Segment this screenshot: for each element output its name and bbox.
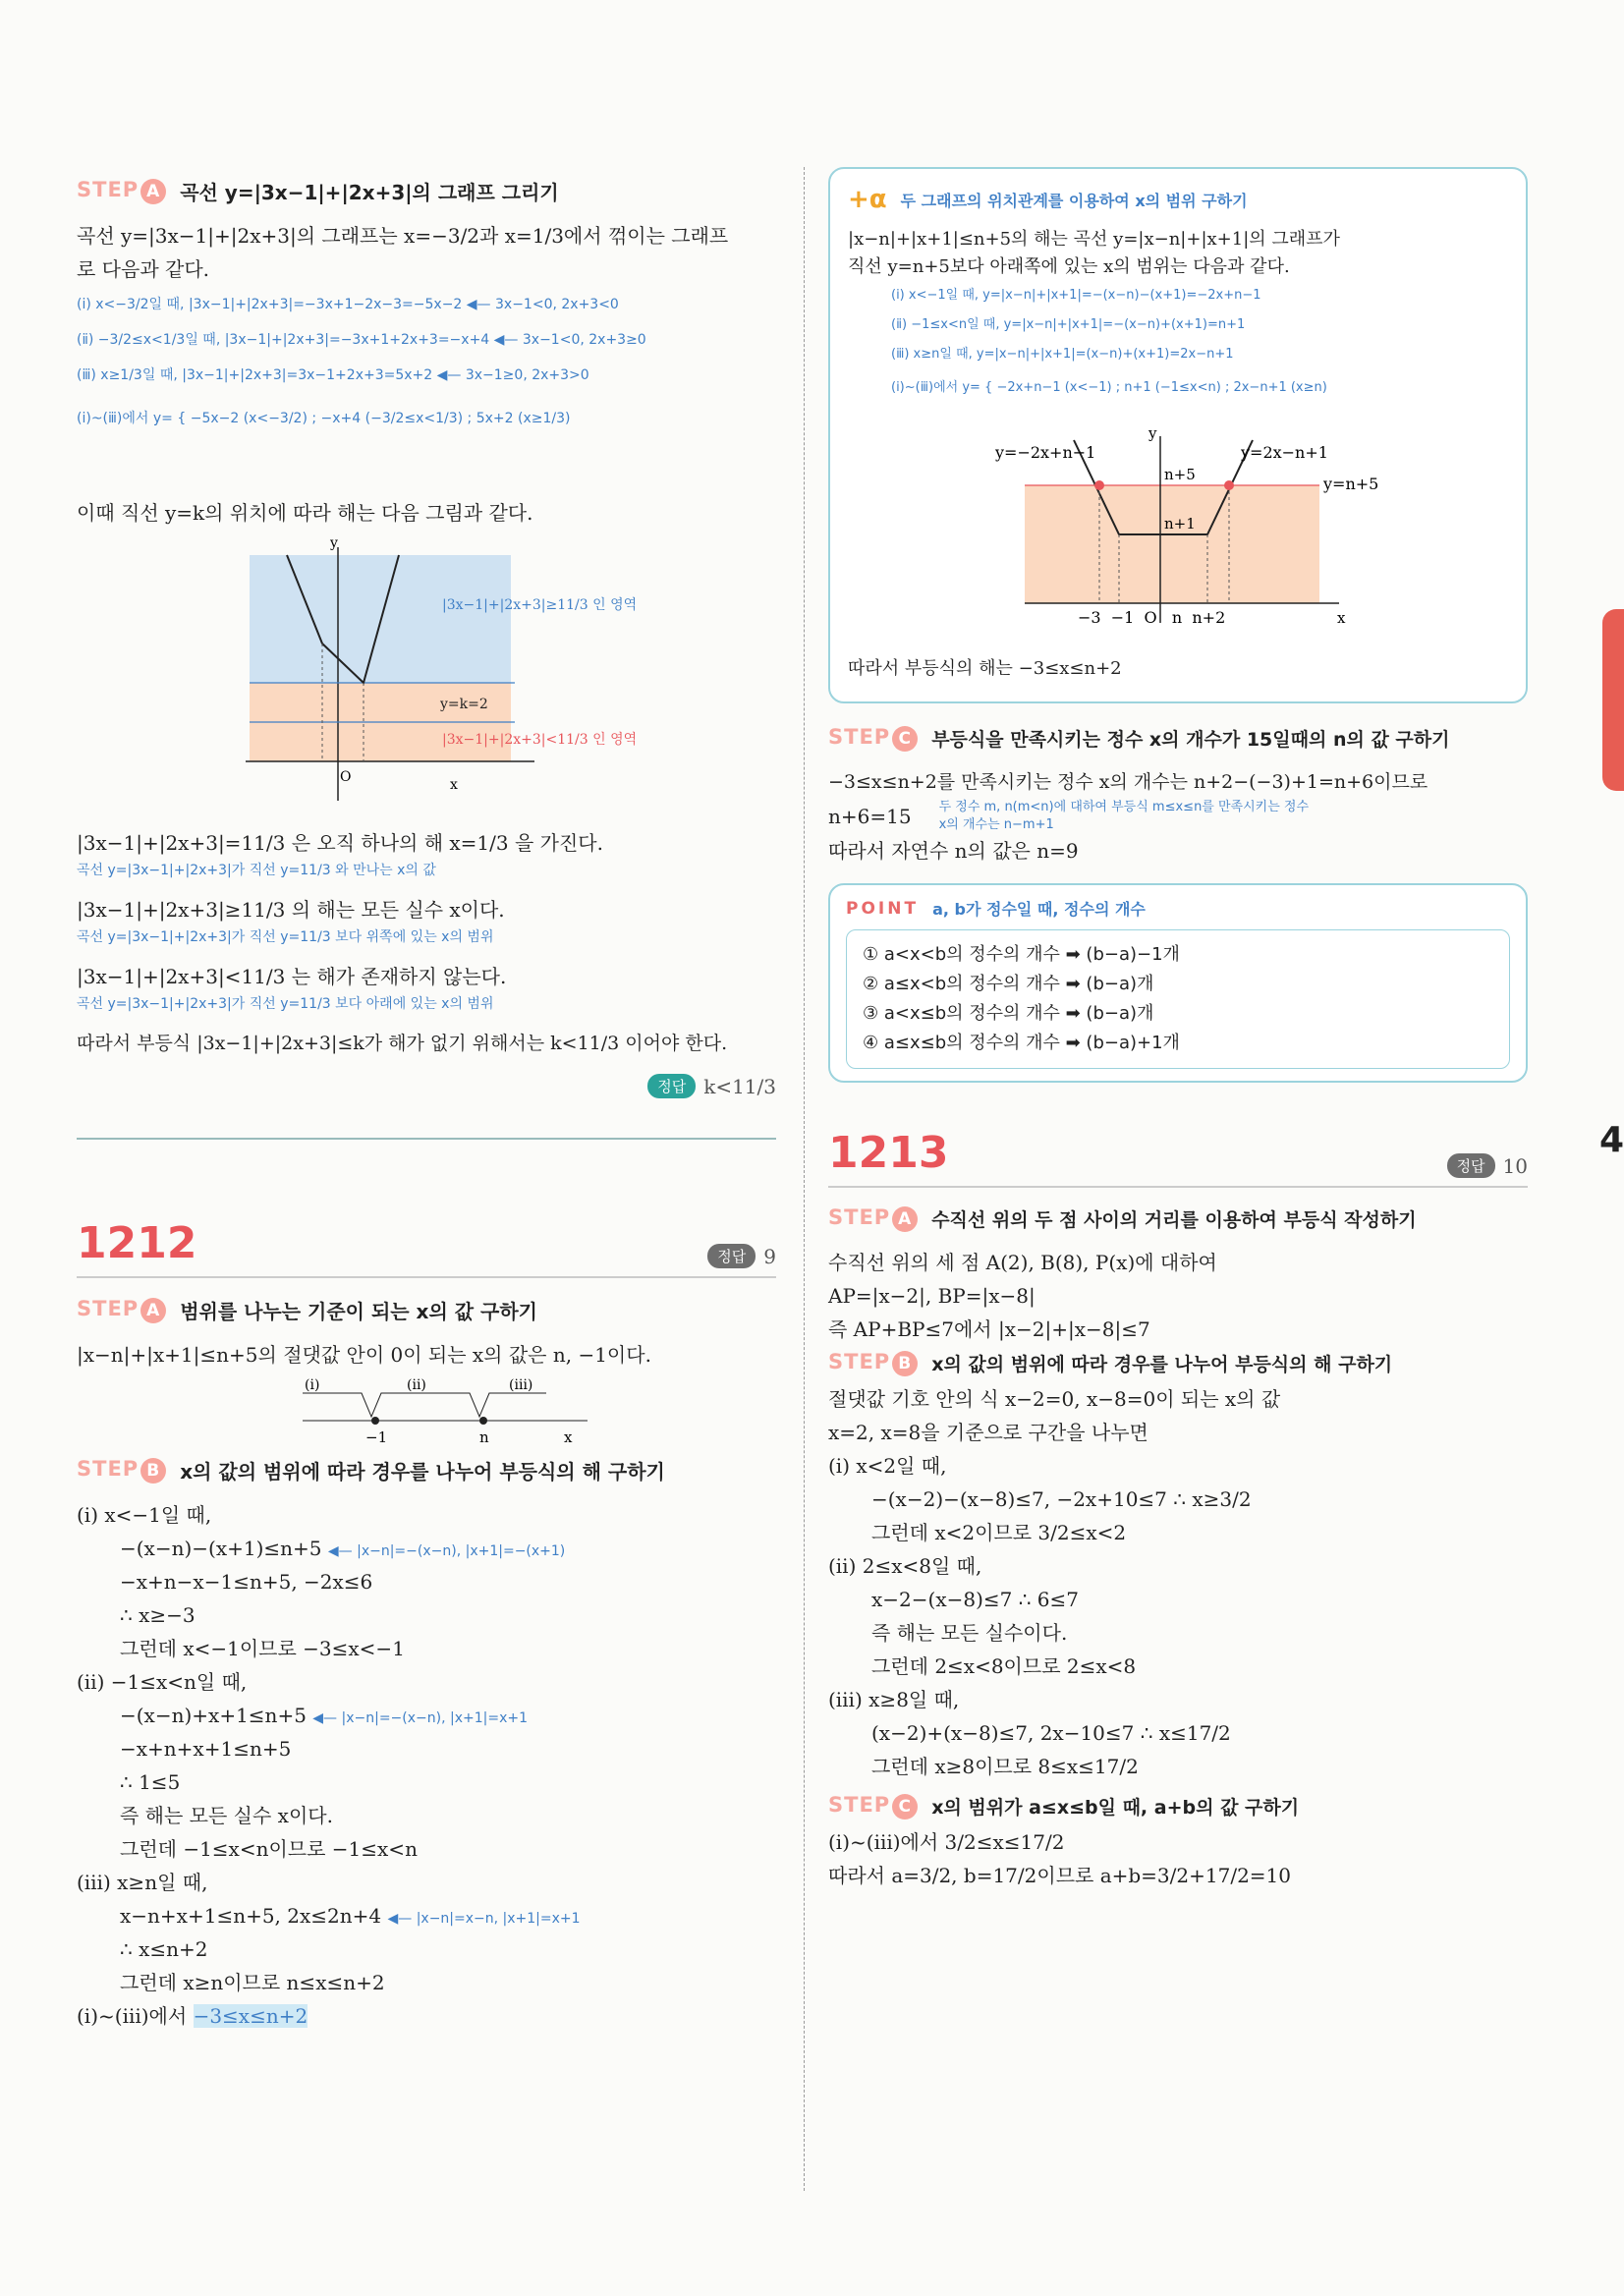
text-line: −x+n+x+1≤n+5 [120,1737,292,1761]
answer-1213 [1447,1153,1528,1178]
problem-header-1213 [828,1128,1528,1188]
nl-n: n [479,1428,489,1446]
graph-label-upper: |3x−1|+|2x+3|≥11/3 인 영역 [442,597,638,613]
text-line: 그런데 2≤x<8이므로 2≤x<8 [871,1654,1137,1678]
text-line: 그런데 −1≤x<n이므로 −1≤x<n [120,1837,418,1861]
graph-label-k: y=k=2 [440,697,488,712]
point-list [846,929,1510,1069]
graph-label-n5: n+5 [1164,466,1196,483]
step-b-heading [77,1456,776,1484]
graph-x-ticks: −3 −1 O n n+2 [1078,608,1226,627]
piecewise-summary: (ⅰ)~(ⅲ)에서 y= { −2x+n−1 (x<−1) ; n+1 (−1≤x<n) ; 2x−n+1 (x≥n) [891,380,1327,395]
point-item: ① a<x<b의 정수의 개수 ➡ (b−a)−1개 [863,944,1180,965]
step-title: 수직선 위의 두 점 사이의 거리를 이용하여 부등식 작성하기 [931,1209,1417,1231]
text-line: |x−n|+|x+1|≤n+5의 절댓값 안이 0이 되는 x의 값은 n, −1이다. [77,1343,651,1367]
step-tag: STEP A [77,178,166,204]
step-title: x의 값의 범위에 따라 경우를 나누어 부등식의 해 구하기 [180,1460,665,1484]
text-line: −(x−n)+x+1≤n+5 ◀— |x−n|=−(x−n), |x+1|=x+1 [120,1704,529,1727]
step-tag: STEP A [828,1205,918,1232]
nl-x: x [564,1428,573,1446]
problem-number: 1213 [828,1128,949,1178]
step-c-heading [828,1793,1528,1820]
graph-label-left-line: y=−2x+n−1 [995,443,1096,462]
answer-1212 [707,1244,776,1268]
text-line: 따라서 a=3/2, b=17/2이므로 a+b=3/2+17/2=10 [828,1864,1291,1887]
text-line: (ⅲ) x≥n일 때, [77,1871,208,1894]
text-line: (x−2)+(x−8)≤7, 2x−10≤7 ∴ x≤17/2 [871,1721,1231,1745]
text-line: 곡선 y=|3x−1|+|2x+3|의 그래프는 x=−3/2과 x=1/3에서 꺾이는 그래프 [77,224,729,248]
case-line: (ⅰ) x<−1일 때, y=|x−n|+|x+1|=−(x−n)−(x+1)=−2x+n−1 [891,288,1261,303]
nl-m1: −1 [365,1428,388,1446]
side-tab [1602,609,1624,791]
point-box [828,883,1528,1083]
text-line: −3≤x≤n+2를 만족시키는 정수 x의 개수는 n+2−(−3)+1=n+6이므로 [828,771,1428,793]
answer-value: 10 [1502,1153,1528,1178]
step-title: x의 값의 범위에 따라 경우를 나누어 부등식의 해 구하기 [931,1354,1393,1375]
problem-header-1212 [77,1218,776,1278]
text-line: (ⅰ)~(ⅲ)에서 3/2≤x≤17/2 [828,1830,1065,1854]
step-a-heading [828,1205,1528,1232]
text-line: 그런데 x<−1이므로 −3≤x<−1 [120,1637,405,1660]
step-tag: STEP A [77,1297,166,1323]
step-tag: STEP B [828,1350,918,1376]
case-line: (ⅱ) −1≤x<n일 때, y=|x−n|+|x+1|=−(x−n)+(x+1)=n+1 [891,317,1246,332]
text-line: ∴ x≤n+2 [120,1937,208,1961]
text-line: 그런데 x≥n이므로 n≤x≤n+2 [120,1971,385,1994]
answer-badge: 정답 [1447,1153,1495,1178]
nl-case2: (ⅱ) [407,1377,426,1393]
answer-badge: 정답 [707,1244,756,1268]
note-line: 곡선 y=|3x−1|+|2x+3|가 직선 y=11/3 보다 아래에 있는 x의 범위 [77,996,494,1012]
text-line: (ⅰ) x<2일 때, [828,1454,947,1478]
text-line: ∴ x≥−3 [120,1603,196,1627]
step-title: 곡선 y=|3x−1|+|2x+3|의 그래프 그리기 [180,181,559,204]
text-line: |3x−1|+|2x+3|<11/3 는 해가 존재하지 않는다. [77,965,507,988]
text-line: 이때 직선 y=k의 위치에 따라 해는 다음 그림과 같다. [77,501,533,525]
plus-alpha-icon: +α [848,185,887,214]
nl-case3: (ⅲ) [509,1377,533,1393]
text-line: 로 다음과 같다. [77,257,209,281]
x-label: x [450,777,458,793]
graph-left [77,535,776,820]
step-tag: STEP C [828,725,918,752]
text-line: ∴ 1≤5 [120,1770,181,1794]
text-line: 따라서 부등식 |3x−1|+|2x+3|≤k가 해가 없기 위해서는 k<11/3 이어야 한다. [77,1033,728,1054]
answer-value: k<11/3 [703,1074,776,1098]
text-line: 절댓값 기호 안의 식 x−2=0, x−8=0이 되는 x의 값 [828,1387,1281,1411]
text-line: 그런데 x<2이므로 3/2≤x<2 [871,1521,1127,1544]
point-title: a, b가 정수일 때, 정수의 개수 [932,900,1146,919]
text-line: −(x−n)−(x+1)≤n+5 ◀— |x−n|=−(x−n), |x+1|=−(x+1) [120,1537,566,1560]
text-line: −(x−2)−(x−8)≤7, −2x+10≤7 ∴ x≥3/2 [871,1487,1252,1511]
graph-label-n5-line: y=n+5 [1323,475,1379,493]
text-line: x=2, x=8을 기준으로 구간을 나누면 [828,1421,1148,1444]
text-line: 따라서 부등식의 해는 −3≤x≤n+2 [848,658,1122,679]
step-c-heading [828,725,1528,752]
text-line: AP=|x−2|, BP=|x−8| [828,1284,1036,1308]
plus-alpha-box [828,167,1528,703]
text-line: x−2−(x−8)≤7 ∴ 6≤7 [871,1588,1080,1611]
graph-right [848,426,1508,652]
text-line: 즉 AP+BP≤7에서 |x−2|+|x−8|≤7 [828,1317,1150,1341]
graph-label-right-line: y=2x−n+1 [1241,443,1328,462]
text-line: 즉 해는 모든 실수이다. [871,1621,1068,1645]
case-line: (ⅲ) x≥1/3일 때, |3x−1|+|2x+3|=3x−1+2x+3=5x+2 ◀— 3x−1≥0, 2x+3>0 [77,367,589,383]
point-item: ② a≤x<b의 정수의 개수 ➡ (b−a)개 [863,974,1154,994]
point-header [846,897,1510,920]
page-number: 4 [1598,1120,1624,1160]
solution-region [1025,485,1319,603]
step-a-heading [77,1296,776,1324]
note-line: 곡선 y=|3x−1|+|2x+3|가 직선 y=11/3 보다 위쪽에 있는 x의 범위 [77,929,494,945]
text-line: 직선 y=n+5보다 아래쪽에 있는 x의 범위는 다음과 같다. [848,256,1290,277]
point-label: POINT [846,898,920,919]
graph-label-n1: n+1 [1164,515,1196,532]
step-title: x의 범위가 a≤x≤b일 때, a+b의 값 구하기 [931,1797,1300,1819]
right-column [828,167,1528,1892]
point-item: ③ a<x≤b의 정수의 개수 ➡ (b−a)개 [863,1003,1154,1024]
text-line: (ⅰ)~(ⅲ)에서 −3≤x≤n+2 [77,2004,308,2028]
text-line: (ⅰ) x<−1일 때, [77,1503,212,1527]
section-rule [77,1138,776,1140]
step-tag: STEP C [828,1793,918,1820]
text-line: |x−n|+|x+1|≤n+5의 해는 곡선 y=|x−n|+|x+1|의 그래프가 [848,229,1340,250]
text-line: 따라서 자연수 n의 값은 n=9 [828,839,1079,863]
answer-1211 [77,1074,776,1098]
left-column [77,167,776,2033]
text-line: |3x−1|+|2x+3|=11/3 은 오직 하나의 해 x=1/3 을 가진다. [77,831,603,855]
case-line: (ⅰ) x<−3/2일 때, |3x−1|+|2x+3|=−3x+1−2x−3=−5x−2 ◀— 3x−1<0, 2x+3<0 [77,297,619,312]
nl-case1: (ⅰ) [305,1377,320,1393]
text-line: 수직선 위의 세 점 A(2), B(8), P(x)에 대하여 [828,1251,1217,1274]
y-label: y [330,535,338,551]
text-line: (ⅱ) 2≤x<8일 때, [828,1554,982,1578]
origin-label: O [340,769,352,785]
graph-y-label: y [1148,426,1157,442]
box-header [848,185,1508,214]
text-line: (ⅲ) x≥8일 때, [828,1688,960,1711]
graph-x-label: x [1337,609,1346,627]
graph-label-lower: |3x−1|+|2x+3|<11/3 인 영역 [442,732,638,748]
step-title: 부등식을 만족시키는 정수 x의 개수가 15일때의 n의 값 구하기 [931,729,1450,751]
case-line: (ⅲ) x≥n일 때, y=|x−n|+|x+1|=(x−n)+(x+1)=2x−n+1 [891,347,1234,362]
piecewise-summary: (ⅰ)~(ⅲ)에서 y= { −5x−2 (x<−3/2) ; −x+4 (−3/2≤x<1/3) ; 5x+2 (x≥1/3) [77,411,571,426]
step-tag: STEP B [77,1457,166,1484]
text-line: n+6=15 두 정수 m, n(m<n)에 대하여 부등식 m≤x≤n를 만족시키는 정수 x의 개수는 n−m+1 [828,800,1310,832]
text-line: (ⅱ) −1≤x<n일 때, [77,1670,248,1694]
column-divider [804,167,805,2191]
problem-number: 1212 [77,1218,197,1268]
answer-value: 9 [763,1244,776,1268]
step-title: 범위를 나누는 기준이 되는 x의 값 구하기 [180,1300,537,1323]
text-line: 즉 해는 모든 실수 x이다. [120,1804,333,1827]
note-line: 곡선 y=|3x−1|+|2x+3|가 직선 y=11/3 와 만나는 x의 값 [77,863,436,878]
step-b-heading [828,1350,1528,1376]
answer-badge: 정답 [647,1074,696,1098]
box-title: 두 그래프의 위치관계를 이용하여 x의 범위 구하기 [900,191,1248,210]
text-line: x−n+x+1≤n+5, 2x≤2n+4 ◀— |x−n|=x−n, |x+1|=x+1 [120,1904,581,1928]
text-line: −x+n−x−1≤n+5, −2x≤6 [120,1570,373,1594]
text-line: 그런데 x≥8이므로 8≤x≤17/2 [871,1755,1139,1778]
point-item: ④ a≤x≤b의 정수의 개수 ➡ (b−a)+1개 [863,1033,1180,1053]
number-line [77,1372,776,1446]
step-a-heading [77,177,776,205]
text-line: |3x−1|+|2x+3|≥11/3 의 해는 모든 실수 x이다. [77,898,505,922]
case-line: (ⅱ) −3/2≤x<1/3일 때, |3x−1|+|2x+3|=−3x+1+2x+3=−x+4 ◀— 3x−1<0, 2x+3≥0 [77,332,646,348]
